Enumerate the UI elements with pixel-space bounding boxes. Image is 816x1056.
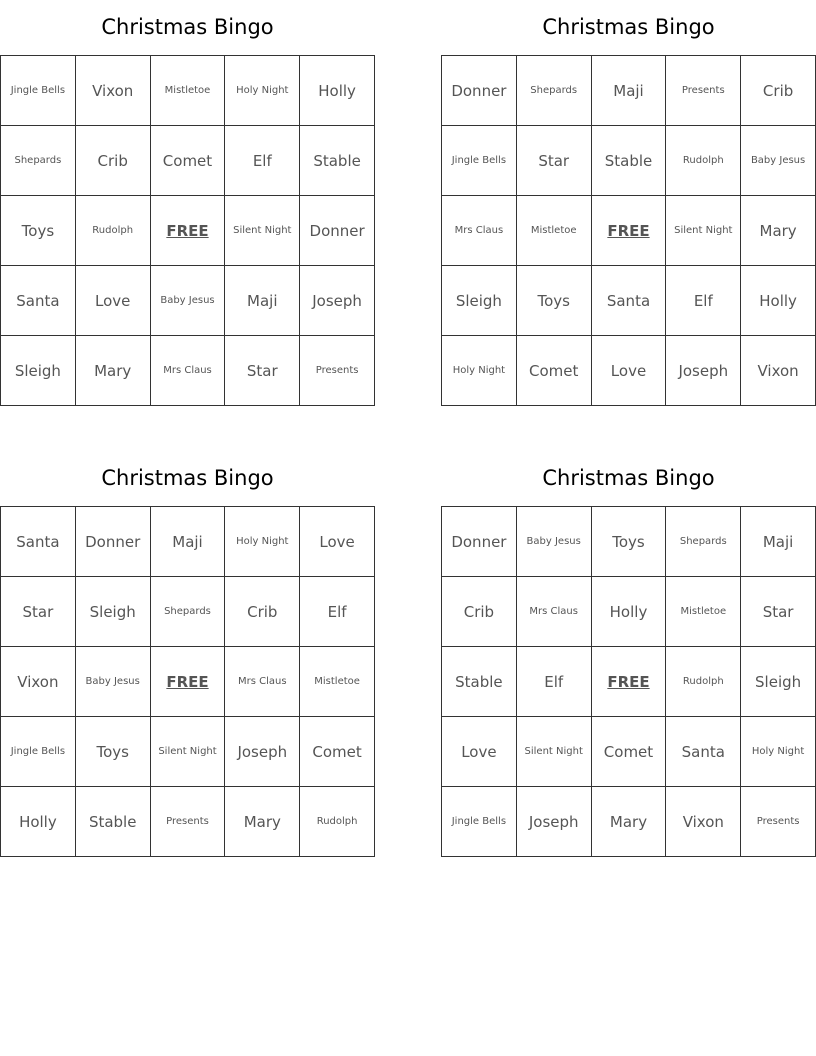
bingo-cell: Silent Night xyxy=(666,196,741,266)
bingo-cell: Baby Jesus xyxy=(151,266,226,336)
bingo-cell: Crib xyxy=(225,577,300,647)
bingo-cell: Vixon xyxy=(741,336,816,406)
bingo-cell: Holly xyxy=(741,266,816,336)
bingo-cell: Comet xyxy=(151,126,226,196)
bingo-cell: Maji xyxy=(225,266,300,336)
bingo-cell: Crib xyxy=(76,126,151,196)
card-title: Christmas Bingo xyxy=(101,15,274,39)
bingo-cell: Star xyxy=(225,336,300,406)
bingo-cell: Presents xyxy=(666,56,741,126)
bingo-cell: Stable xyxy=(592,126,667,196)
bingo-cell: Joseph xyxy=(300,266,375,336)
free-space: FREE xyxy=(151,196,226,266)
bingo-cell: Mistletoe xyxy=(666,577,741,647)
bingo-cell: Joseph xyxy=(517,787,592,857)
bingo-cell: Mistletoe xyxy=(151,56,226,126)
bingo-cell: Crib xyxy=(741,56,816,126)
bingo-cell: Presents xyxy=(741,787,816,857)
bingo-cell: Baby Jesus xyxy=(517,507,592,577)
bingo-cell: Comet xyxy=(517,336,592,406)
bingo-cell: Stable xyxy=(442,647,517,717)
bingo-cell: Joseph xyxy=(225,717,300,787)
bingo-cell: Elf xyxy=(300,577,375,647)
bingo-cell: Mary xyxy=(76,336,151,406)
bingo-cell: Shepards xyxy=(517,56,592,126)
bingo-cell: Toys xyxy=(76,717,151,787)
bingo-cell: Star xyxy=(741,577,816,647)
bingo-cell: Holy Night xyxy=(442,336,517,406)
bingo-cell: Jingle Bells xyxy=(1,717,76,787)
bingo-cell: Silent Night xyxy=(517,717,592,787)
bingo-cell: Baby Jesus xyxy=(741,126,816,196)
bingo-cell: Crib xyxy=(442,577,517,647)
bingo-cell: Love xyxy=(300,507,375,577)
bingo-cell: Shepards xyxy=(666,507,741,577)
bingo-cell: Santa xyxy=(592,266,667,336)
bingo-cell: Santa xyxy=(1,266,76,336)
bingo-cell: Mrs Claus xyxy=(442,196,517,266)
bingo-cell: Mary xyxy=(225,787,300,857)
bingo-cell: Santa xyxy=(666,717,741,787)
bingo-card-4 xyxy=(441,451,816,857)
free-space: FREE xyxy=(592,196,667,266)
bingo-cell: Baby Jesus xyxy=(76,647,151,717)
bingo-cell: Love xyxy=(442,717,517,787)
bingo-cell: Holly xyxy=(592,577,667,647)
bingo-cell: Elf xyxy=(225,126,300,196)
bingo-cell: Mrs Claus xyxy=(151,336,226,406)
bingo-cell: Vixon xyxy=(666,787,741,857)
bingo-cell: Presents xyxy=(151,787,226,857)
bingo-cell: Vixon xyxy=(1,647,76,717)
free-space: FREE xyxy=(592,647,667,717)
bingo-grid xyxy=(0,506,375,857)
bingo-cell: Holly xyxy=(300,56,375,126)
card-title: Christmas Bingo xyxy=(542,466,715,490)
bingo-cell: Mrs Claus xyxy=(517,577,592,647)
bingo-cell: Sleigh xyxy=(741,647,816,717)
bingo-grid xyxy=(441,55,816,406)
bingo-cell: Comet xyxy=(300,717,375,787)
bingo-cell: Mary xyxy=(741,196,816,266)
bingo-cell: Donner xyxy=(76,507,151,577)
bingo-cell: Shepards xyxy=(1,126,76,196)
bingo-cell: Sleigh xyxy=(76,577,151,647)
bingo-cell: Santa xyxy=(1,507,76,577)
bingo-cell: Mistletoe xyxy=(300,647,375,717)
bingo-card-2 xyxy=(441,0,816,406)
bingo-cell: Shepards xyxy=(151,577,226,647)
bingo-cell: Star xyxy=(1,577,76,647)
bingo-grid xyxy=(441,506,816,857)
bingo-cell: Toys xyxy=(592,507,667,577)
bingo-cell: Donner xyxy=(442,56,517,126)
bingo-cell: Presents xyxy=(300,336,375,406)
bingo-cell: Love xyxy=(592,336,667,406)
free-space: FREE xyxy=(151,647,226,717)
bingo-cell: Rudolph xyxy=(300,787,375,857)
bingo-cell: Maji xyxy=(741,507,816,577)
bingo-cell: Stable xyxy=(300,126,375,196)
bingo-cell: Maji xyxy=(151,507,226,577)
bingo-cell: Silent Night xyxy=(225,196,300,266)
bingo-cell: Rudolph xyxy=(76,196,151,266)
bingo-cell: Elf xyxy=(666,266,741,336)
bingo-cell: Comet xyxy=(592,717,667,787)
bingo-cell: Silent Night xyxy=(151,717,226,787)
bingo-cell: Stable xyxy=(76,787,151,857)
bingo-cell: Elf xyxy=(517,647,592,717)
bingo-cell: Jingle Bells xyxy=(442,126,517,196)
bingo-cell: Toys xyxy=(1,196,76,266)
bingo-grid xyxy=(0,55,375,406)
bingo-cell: Star xyxy=(517,126,592,196)
bingo-cell: Rudolph xyxy=(666,126,741,196)
bingo-cell: Donner xyxy=(300,196,375,266)
bingo-cell: Donner xyxy=(442,507,517,577)
bingo-card-3 xyxy=(0,451,375,857)
bingo-cell: Maji xyxy=(592,56,667,126)
card-title: Christmas Bingo xyxy=(101,466,274,490)
card-title: Christmas Bingo xyxy=(542,15,715,39)
bingo-cell: Jingle Bells xyxy=(442,787,517,857)
bingo-cell: Holy Night xyxy=(225,56,300,126)
bingo-cell: Rudolph xyxy=(666,647,741,717)
bingo-cell: Holy Night xyxy=(225,507,300,577)
bingo-cell: Mary xyxy=(592,787,667,857)
bingo-cell: Mrs Claus xyxy=(225,647,300,717)
bingo-cell: Love xyxy=(76,266,151,336)
bingo-cell: Toys xyxy=(517,266,592,336)
bingo-cell: Sleigh xyxy=(1,336,76,406)
bingo-cell: Holy Night xyxy=(741,717,816,787)
bingo-cell: Holly xyxy=(1,787,76,857)
bingo-cell: Joseph xyxy=(666,336,741,406)
bingo-card-1 xyxy=(0,0,375,406)
bingo-cell: Sleigh xyxy=(442,266,517,336)
bingo-cell: Vixon xyxy=(76,56,151,126)
bingo-cell: Jingle Bells xyxy=(1,56,76,126)
bingo-cell: Mistletoe xyxy=(517,196,592,266)
